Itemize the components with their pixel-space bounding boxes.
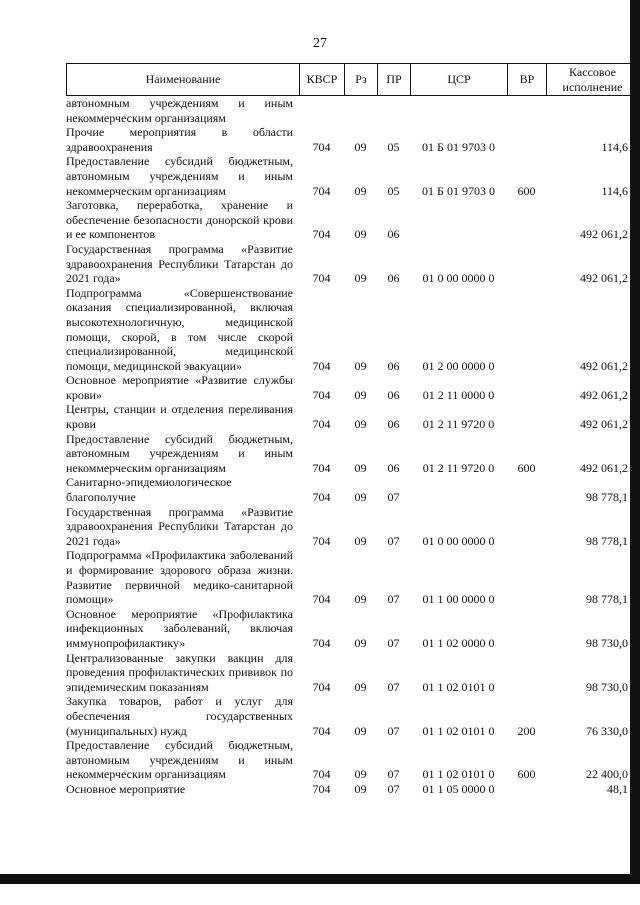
- table-row: [66, 651, 638, 695]
- row-pr: 05: [387, 139, 400, 154]
- row-name: автономным учреждениям и иным некоммерческим организациям: [66, 96, 293, 125]
- row-name: Основное мероприятие «Профилактика инфекционных заболеваний, включая иммунопрофилактику»: [66, 606, 293, 650]
- row-kvsr: 704: [312, 358, 331, 373]
- row-csr: 01 2 11 9720 0: [422, 417, 495, 432]
- scan-border-bottom: [0, 874, 640, 884]
- row-csr: 01 2 11 9720 0: [422, 460, 495, 475]
- row-pr: 06: [387, 387, 400, 402]
- row-name: Государственная программа «Развитие здравоохранения Республики Татарстан до 2021 года»: [66, 504, 293, 548]
- row-kass: 492 061,2: [580, 387, 628, 402]
- row-name: Централизованные закупки вакцин для проведения профилактических прививок по эпидемическим показаниям: [66, 650, 293, 694]
- row-rz: 09: [354, 271, 367, 286]
- scan-border-right: [630, 0, 640, 884]
- row-kvsr: 704: [312, 417, 331, 432]
- row-name: Государственная программа «Развитие здравоохранения Республики Татарстан до 2021 года»: [66, 241, 293, 286]
- row-kass: 492 061,2: [580, 460, 628, 475]
- header-kass: Кассовое исполнение: [546, 64, 638, 95]
- row-csr: 01 1 00 0000 0: [422, 592, 495, 607]
- row-name: Санитарно-эпидемиологическое благополучие: [66, 475, 232, 505]
- row-name: Основное мероприятие «Развитие службы крови»: [66, 373, 293, 402]
- row-kass: 492 061,2: [580, 358, 628, 373]
- row-vr: 600: [517, 460, 536, 475]
- row-kvsr: 704: [312, 592, 331, 607]
- row-pr: 07: [387, 533, 400, 548]
- row-pr: 06: [387, 417, 400, 432]
- table-row: [66, 154, 638, 198]
- row-rz: 09: [354, 358, 367, 373]
- table-row: [66, 432, 638, 476]
- row-pr: 06: [387, 271, 400, 286]
- row-csr: 01 1 02 0101 0: [422, 679, 495, 694]
- row-kvsr: 704: [312, 490, 331, 505]
- table-row: [66, 505, 638, 549]
- row-rz: 09: [354, 227, 367, 242]
- row-rz: 09: [354, 183, 367, 198]
- row-kass: 98 778,1: [586, 533, 628, 548]
- row-kvsr: 704: [312, 635, 331, 650]
- row-pr: 06: [387, 227, 400, 242]
- row-rz: 09: [354, 592, 367, 607]
- row-name: Центры, станции и отделения переливания крови: [66, 402, 293, 432]
- row-kvsr: 704: [312, 183, 331, 198]
- table-row: [66, 125, 638, 154]
- row-kass: 114,6: [601, 139, 628, 154]
- table-row: [66, 96, 638, 125]
- row-kass: 22 400,0: [586, 767, 628, 782]
- row-vr: 600: [517, 183, 536, 198]
- row-pr: 07: [387, 781, 400, 796]
- row-name: Подпрограмма «Профилактика заболеваний и формирование здорового образа жизни. Развитие первичной медико-санитарной помощи»: [66, 548, 293, 607]
- table-row: [66, 607, 638, 651]
- table-row: [66, 242, 638, 286]
- row-kass: 492 061,2: [580, 417, 628, 432]
- row-rz: 09: [354, 417, 367, 432]
- row-pr: 05: [387, 183, 400, 198]
- row-kvsr: 704: [312, 723, 331, 738]
- row-kass: 114,6: [601, 183, 628, 198]
- row-pr: 07: [387, 592, 400, 607]
- table-row: [66, 373, 638, 402]
- table-row: [66, 286, 638, 374]
- row-rz: 09: [354, 533, 367, 548]
- row-kvsr: 704: [312, 781, 331, 796]
- row-kass: 492 061,2: [580, 271, 628, 286]
- row-rz: 09: [354, 767, 367, 782]
- row-kvsr: 704: [312, 679, 331, 694]
- row-name: Закупка товаров, работ и услуг для обеспечения государственных (муниципальных) нужд: [66, 694, 293, 738]
- table-row: [66, 475, 638, 504]
- table-header: [66, 63, 638, 96]
- row-kvsr: 704: [312, 139, 331, 154]
- row-csr: 01 1 02 0000 0: [422, 635, 495, 650]
- row-kvsr: 704: [312, 271, 331, 286]
- table-row: [66, 738, 638, 782]
- row-pr: 07: [387, 723, 400, 738]
- header-vr: ВР: [507, 64, 546, 95]
- table-row: [66, 402, 638, 431]
- row-pr: 06: [387, 358, 400, 373]
- row-name: Предоставление субсидий бюджетным, автономным учреждениям и иным некоммерческим организациям: [66, 738, 293, 782]
- row-csr: 01 1 02 0101 0: [422, 767, 495, 782]
- row-name: Заготовка, переработка, хранение и обеспечение безопасности донорской крови и ее компонентов: [66, 198, 293, 242]
- row-kvsr: 704: [312, 460, 331, 475]
- header-csr: ЦСР: [410, 64, 507, 95]
- table-row: [66, 694, 638, 738]
- row-name: Подпрограмма «Совершенствование оказания специализированной, включая высокотехнологичную, медицинской помощи, скорой, в том числе скорой специализированной, медицинской помощи, медицинской эвакуации»: [66, 285, 293, 373]
- row-csr: 01 Б 01 9703 0: [422, 183, 495, 198]
- row-pr: 07: [387, 635, 400, 650]
- row-csr: 01 2 00 0000 0: [422, 358, 495, 373]
- row-name: Предоставление субсидий бюджетным, автономным учреждениям и иным некоммерческим организациям: [66, 431, 293, 475]
- row-rz: 09: [354, 723, 367, 738]
- row-kass: 492 061,2: [580, 227, 628, 242]
- table-row: [66, 198, 638, 242]
- row-kvsr: 704: [312, 767, 331, 782]
- row-pr: 06: [387, 460, 400, 475]
- row-kass: 98 730,0: [586, 635, 628, 650]
- header-pr: ПР: [377, 64, 410, 95]
- row-kass: 76 330,0: [586, 723, 628, 738]
- header-name: Наименование: [66, 64, 299, 95]
- row-pr: 07: [387, 767, 400, 782]
- row-kvsr: 704: [312, 387, 331, 402]
- row-csr: 01 0 00 0000 0: [422, 533, 495, 548]
- row-name: Основное мероприятие: [66, 781, 186, 796]
- row-rz: 09: [354, 679, 367, 694]
- header-rz: Рз: [344, 64, 377, 95]
- header-kvsr: КВСР: [299, 64, 344, 95]
- row-kass: 98 730,0: [586, 679, 628, 694]
- row-csr: 01 1 02 0101 0: [422, 723, 495, 738]
- row-rz: 09: [354, 139, 367, 154]
- row-kvsr: 704: [312, 227, 331, 242]
- row-rz: 09: [354, 781, 367, 796]
- row-vr: 200: [517, 723, 536, 738]
- row-csr: 01 Б 01 9703 0: [422, 139, 495, 154]
- row-csr: 01 1 05 0000 0: [422, 781, 495, 796]
- page-number: 27: [313, 36, 327, 51]
- row-kass: 98 778,1: [586, 592, 628, 607]
- row-rz: 09: [354, 635, 367, 650]
- table-row: [66, 782, 638, 797]
- table-body: [66, 96, 638, 797]
- row-csr: 01 0 00 0000 0: [422, 271, 495, 286]
- row-rz: 09: [354, 460, 367, 475]
- row-kass: 98 778,1: [586, 490, 628, 505]
- row-rz: 09: [354, 490, 367, 505]
- row-vr: 600: [517, 767, 536, 782]
- table-row: [66, 548, 638, 606]
- row-rz: 09: [354, 387, 367, 402]
- row-pr: 07: [387, 490, 400, 505]
- row-name: Прочие мероприятия в области здравоохранения: [66, 125, 293, 154]
- row-csr: 01 2 11 0000 0: [422, 387, 495, 402]
- row-name: Предоставление субсидий бюджетным, автономным учреждениям и иным некоммерческим организациям: [66, 154, 293, 198]
- row-kvsr: 704: [312, 533, 331, 548]
- row-kass: 48,1: [607, 781, 628, 796]
- row-pr: 07: [387, 679, 400, 694]
